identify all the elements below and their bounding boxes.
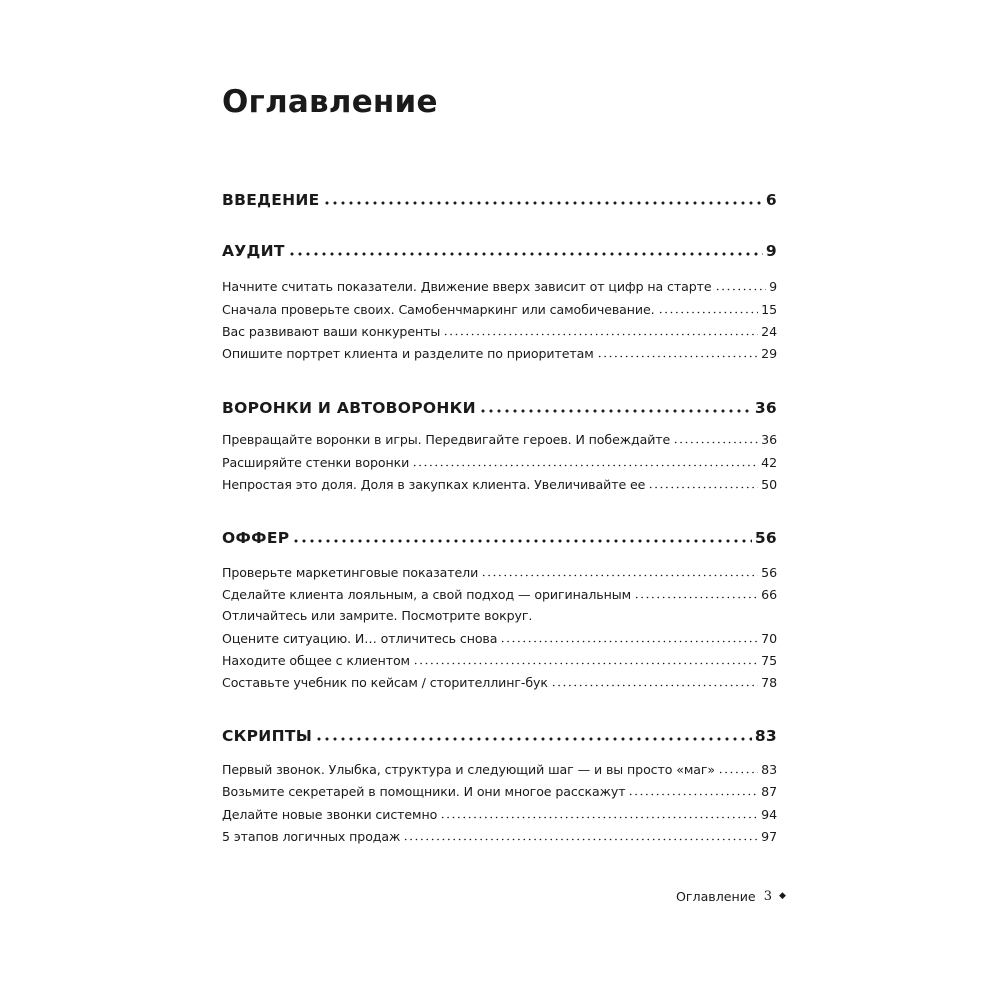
toc-entry[interactable] <box>222 586 777 602</box>
chapter-row[interactable] <box>222 725 777 745</box>
dot-leader <box>551 675 758 688</box>
entry-title: Непростая это доля. Доля в закупках клиента. Увеличивайте ее <box>222 476 646 492</box>
entry-title: Расширяйте стенки воронки <box>222 454 410 470</box>
toc-entry[interactable] <box>222 454 777 470</box>
entry-title: Находите общее с клиентом <box>222 652 410 668</box>
entry-title: Первый звонок. Улыбка, структура и следующий шаг — и вы просто «маг» <box>222 761 715 777</box>
entry-page: 87 <box>761 783 777 799</box>
entry-title: Делайте новые звонки системно <box>222 806 438 822</box>
entry-title: Возьмите секретарей в помощники. И они многое расскажут <box>222 783 626 799</box>
toc-entry[interactable] <box>222 323 777 339</box>
entry-page: 56 <box>761 564 777 580</box>
chapter-row[interactable] <box>222 189 777 209</box>
entry-page: 36 <box>761 431 777 447</box>
entry-page: 29 <box>761 345 777 361</box>
toc-entry[interactable] <box>222 476 777 492</box>
entry-title: 5 этапов логичных продаж <box>222 828 401 844</box>
entry-title: Вас развивают ваши конкуренты <box>222 323 441 339</box>
entry-title: Оцените ситуацию. И… отличитесь снова <box>222 630 498 646</box>
chapter-row[interactable] <box>222 527 777 547</box>
entry-page: 75 <box>761 652 777 668</box>
toc-entry[interactable] <box>222 278 777 294</box>
dot-leader <box>628 784 758 797</box>
entry-page: 70 <box>761 630 777 646</box>
chapter-page: 56 <box>754 528 777 547</box>
entry-title: Проверьте маркетинговые показатели <box>222 564 479 580</box>
chapter-page: 9 <box>765 241 777 260</box>
chapter-title: СКРИПТЫ <box>222 726 313 745</box>
dot-leader <box>634 587 758 600</box>
chapter-title: ОФФЕР <box>222 528 290 547</box>
entry-page: 42 <box>761 454 777 470</box>
entry-title: Сначала проверьте своих. Самобенчмаркинг или самобичевание. <box>222 301 655 317</box>
entry-page: 24 <box>761 323 777 339</box>
toc-entry[interactable] <box>222 761 777 777</box>
entry-title: Сделайте клиента лояльным, а свой подход — оригинальным <box>222 586 632 602</box>
chapter-page: 83 <box>754 726 777 745</box>
dot-leader <box>288 241 763 257</box>
entry-page: 97 <box>761 828 777 844</box>
diamond-icon: ◆ <box>778 890 786 901</box>
chapter-page: 6 <box>765 190 777 209</box>
entry-page: 15 <box>761 301 777 317</box>
entry-title: Опишите портрет клиента и разделите по приоритетам <box>222 345 594 361</box>
dot-leader <box>292 528 751 544</box>
dot-leader <box>315 726 752 742</box>
page-number: 3 <box>763 889 772 904</box>
toc-entry[interactable] <box>222 431 777 447</box>
toc-entry[interactable] <box>222 608 777 623</box>
toc-entry[interactable] <box>222 564 777 580</box>
entry-title: Составьте учебник по кейсам / сторителлинг-бук <box>222 674 548 690</box>
toc-entry[interactable] <box>222 345 777 361</box>
dot-leader <box>500 631 758 644</box>
chapter-page: 36 <box>754 398 777 417</box>
toc-entry[interactable] <box>222 674 777 690</box>
dot-leader <box>440 807 758 820</box>
toc-entry[interactable] <box>222 806 777 822</box>
toc-entry[interactable] <box>222 630 777 646</box>
entry-page: 66 <box>761 586 777 602</box>
entry-page: 94 <box>761 806 777 822</box>
page-title: Оглавление <box>222 84 438 120</box>
dot-leader <box>658 302 759 315</box>
dot-leader <box>648 477 758 490</box>
toc-entry[interactable] <box>222 301 777 317</box>
chapter-title: ВОРОНКИ И АВТОВОРОНКИ <box>222 398 476 417</box>
dot-leader <box>443 324 758 337</box>
entry-page: 83 <box>761 761 777 777</box>
dot-leader <box>715 279 767 292</box>
chapter-title: АУДИТ <box>222 241 285 260</box>
chapter-row[interactable] <box>222 397 777 417</box>
toc-entry[interactable] <box>222 828 777 844</box>
chapter-title: ВВЕДЕНИЕ <box>222 190 320 209</box>
dot-leader <box>479 398 752 414</box>
dot-leader <box>413 653 758 666</box>
footer-label: Оглавление <box>676 889 756 904</box>
dot-leader <box>718 762 758 775</box>
dot-leader <box>597 346 759 359</box>
dot-leader <box>481 565 758 578</box>
entry-title: Отличайтесь или замрите. Посмотрите вокруг. <box>222 608 533 623</box>
entry-page: 9 <box>769 278 777 294</box>
entry-page: 78 <box>761 674 777 690</box>
chapter-row[interactable] <box>222 240 777 260</box>
page-footer <box>676 889 786 904</box>
dot-leader <box>673 432 758 445</box>
entry-page: 50 <box>761 476 777 492</box>
entry-title: Начните считать показатели. Движение вверх зависит от цифр на старте <box>222 278 712 294</box>
toc-entry[interactable] <box>222 783 777 799</box>
dot-leader <box>403 829 758 842</box>
dot-leader <box>412 455 758 468</box>
toc-entry[interactable] <box>222 652 777 668</box>
dot-leader <box>323 190 763 206</box>
entry-title: Превращайте воронки в игры. Передвигайте героев. И побеждайте <box>222 431 671 447</box>
